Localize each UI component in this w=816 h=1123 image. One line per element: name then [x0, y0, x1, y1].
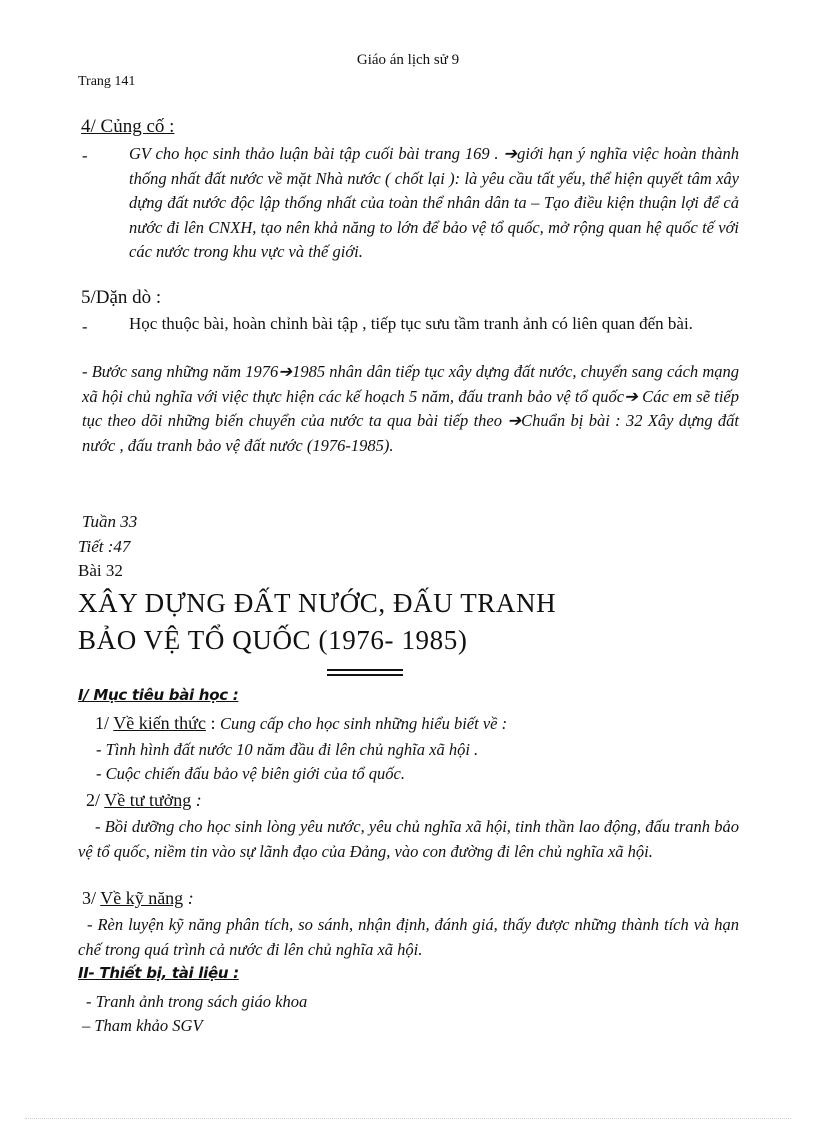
section-heading-homework: 5/Dặn dò : [81, 287, 162, 308]
page-bottom-divider [25, 1118, 791, 1119]
skills-text: - Rèn luyện kỹ năng phân tích, so sánh, nhận định, đánh giá, thấy được những thành tích và hạn chế trong quá trình cả nước đi lên chủ nghĩa xã hội. [78, 915, 739, 959]
skills-colon: : [183, 888, 194, 908]
knowledge-number: 1/ [95, 713, 110, 733]
homework-text: Học thuộc bài, hoàn chỉnh bài tập , tiếp tục sưu tầm tranh ảnh có liên quan đến bài. [129, 314, 693, 333]
list-dash: - [82, 317, 88, 336]
knowledge-item: - Cuộc chiến đấu bảo vệ biên giới của tổ quốc. [96, 764, 405, 783]
list-dash: - [82, 146, 88, 165]
week-label: Tuần 33 [82, 512, 138, 531]
ideology-colon: : [191, 790, 202, 810]
page-number: Trang 141 [78, 74, 136, 89]
consolidation-text: GV cho học sinh thảo luận bài tập cuối bài trang 169 . ➔giới hạn ý nghĩa việc hoàn thành thống nhất đất nước về mặt Nhà nước ( chốt lại ): là yêu cầu tất yếu, thể hiện quyết tâm xây dựng đất nước độc lập thống nhất của toàn thể nhân dân ta – Tạo điều kiện thuận lợi để cả nước đi lên CNXH, tạo nên khả năng to lớn để bảo vệ tổ quốc, mở rộng quan hệ quốc tế với các nước trong khu vực và thế giới. [129, 144, 739, 261]
equipment-item: - Tranh ảnh trong sách giáo khoa [86, 992, 308, 1011]
title-underline-rule [327, 674, 403, 676]
lesson-number: Bài 32 [78, 561, 123, 580]
knowledge-label: Về kiến thức [113, 713, 206, 733]
section-heading-consolidation: 4/ Củng cố : [81, 116, 175, 137]
lesson-title-line2: BẢO VỆ TỔ QUỐC (1976- 1985) [78, 625, 468, 655]
objectives-heading: I/ Mục tiêu bài học : [78, 686, 239, 704]
knowledge-line [95, 713, 507, 734]
equipment-item: – Tham khảo SGV [82, 1016, 203, 1035]
ideology-text: - Bồi dưỡng cho học sinh lòng yêu nước, yêu chủ nghĩa xã hội, tinh thần lao động, đấu tranh bảo vệ tổ quốc, niềm tin vào sự lãnh đạo của Đảng, vào con đường đi lên chủ nghĩa xã hội. [78, 817, 739, 861]
lesson-title-line1: XÂY DỰNG ĐẤT NƯỚC, ĐẤU TRANH [78, 588, 557, 618]
knowledge-item: - Tình hình đất nước 10 năm đầu đi lên chủ nghĩa xã hội . [96, 740, 479, 759]
transition-text: - Bước sang những năm 1976➔1985 nhân dân tiếp tục xây dựng đất nước, chuyển sang cách mạng xã hội chủ nghĩa với việc thực hiện các kế hoạch 5 năm, đấu tranh bảo vệ tổ quốc➔ Các em sẽ tiếp tục theo dõi những biến chuyển của nước ta qua bài tiếp theo ➔Chuẩn bị bài : 32 Xây dựng đất nước , đấu tranh bảo vệ đất nước (1976-1985). [82, 362, 739, 455]
knowledge-colon: : [205, 713, 220, 733]
document-header: Giáo án lịch sử 9 [356, 52, 460, 68]
ideology-line [86, 790, 202, 811]
skills-number: 3/ [82, 888, 97, 908]
ideology-label: Về tư tưởng [104, 790, 192, 810]
period-label: Tiết :47 [78, 537, 131, 556]
skills-line [82, 888, 194, 909]
skills-label: Về kỹ năng [100, 888, 184, 908]
equipment-heading: II- Thiết bị, tài liệu : [78, 964, 239, 982]
knowledge-intro: Cung cấp cho học sinh những hiểu biết về : [219, 714, 508, 733]
title-underline-rule [327, 669, 403, 671]
ideology-number: 2/ [86, 790, 101, 810]
